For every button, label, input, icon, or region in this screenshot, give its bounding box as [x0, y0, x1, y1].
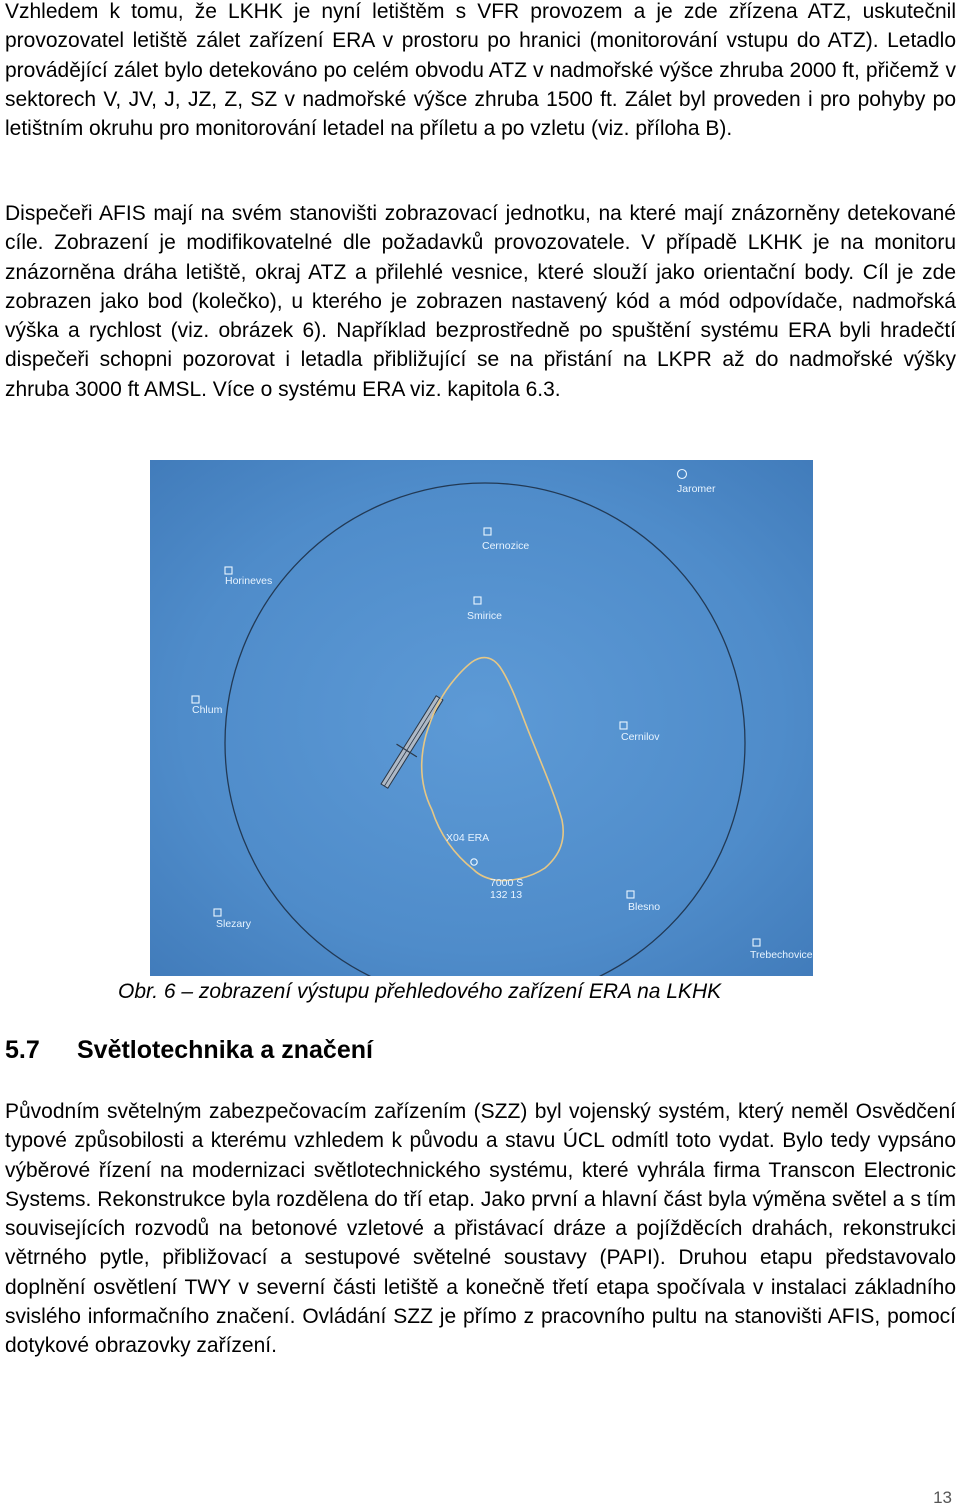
label-chlum: Chlum [192, 704, 223, 716]
figure-caption: Obr. 6 – zobrazení výstupu přehledového zařízení ERA na LKHK [118, 980, 722, 1003]
label-blesno: Blesno [628, 901, 661, 913]
label-slezary: Slezary [216, 918, 252, 930]
paragraph-afis-display: Dispečeři AFIS mají na svém stanovišti zobrazovací jednotku, na které mají znázorněny detekované cíle. Zobrazení je modifikovatelné dle požadavků provozovatele. V případě LKHK je na monitoru znázorněna dráha letiště, okraj ATZ a přilehlé vesnice, které slouží jako orientační body. Cíl je zde zobrazen jako bod (kolečko), u kterého je zobrazen nastavený kód a mód odpovídače, nadmořská výška a rychlost (viz. obrázek 6). Například bezprostředně po spuštění systému ERA byli hradečtí dispečeři schopni pozorovat i letadla přibližující se na přistání na LKPR až do nadmořské výšky zhruba 3000 ft AMSL. Více o systému ERA viz. kapitola 6.3. [5, 202, 956, 401]
section-heading [5, 1036, 373, 1065]
label-jaromer: Jaromer [677, 483, 716, 495]
label-target-code: 7000 S [490, 877, 524, 889]
label-cernozice: Cernozice [482, 540, 530, 552]
paragraph-lighting-system: Původním světelným zabezpečovacím zařízením (SZZ) byl vojenský systém, který neměl Osvědčení typové způsobilosti a kterému vzhledem k původu a stavu ÚCL odmítl toto vydat. Bylo tedy vypsáno výběrové řízení na modernizaci světlotechnického systému, které vyhrála firma Transcon Electronic Systems. Rekonstrukce byla rozdělena do tří etap. Jako první a hlavní část byla výměna světel a s tím souvisejících rozvodů na betonové vzletové a přistávací dráze a pojížděcích drahách, rekonstrukci větrného pytle, přibližovací a sestupové světelné soustavy (PAPI). Druhou etapu představovalo doplnění osvětlení TWY v severní části letiště a konečně třetí etapa spočívala v instalaci základního svislého informačního značení. Ovládání SZZ je přímo z pracovního pultu na stanovišti AFIS, pomocí dotykové obrazovky zařízení. [5, 1100, 956, 1358]
label-target-alt-speed: 132 13 [490, 889, 523, 901]
label-trebechovice: Trebechovice [750, 949, 813, 961]
label-target-id: X04 ERA [446, 832, 490, 844]
label-smirice: Smirice [467, 610, 503, 622]
era-radar-screen-photo [150, 460, 813, 976]
label-cernilov: Cernilov [621, 731, 660, 743]
section-title: Světlotechnika a značení [77, 1036, 373, 1064]
paragraph-era-test-flight: Vzhledem k tomu, že LKHK je nyní letištěm s VFR provozem a je zde zřízena ATZ, uskutečnil provozovatel letiště zálet zařízení ERA v prostoru po hranici (monitorování vstupu do ATZ). Letadlo provádějící zálet bylo detekováno po celém obvodu ATZ v nadmořské výšce zhruba 2000 ft, přičemž v sektorech V, JV, J, JZ, Z, SZ v nadmořské výšce zhruba 1500 ft. Zálet byl proveden i pro pohyby po letištním okruhu pro monitorování letadel na příletu a po vzletu (viz. příloha B). [5, 0, 956, 141]
section-number: 5.7 [5, 1036, 40, 1064]
label-horineves: Horineves [225, 575, 273, 587]
page-number: 13 [933, 1488, 952, 1507]
